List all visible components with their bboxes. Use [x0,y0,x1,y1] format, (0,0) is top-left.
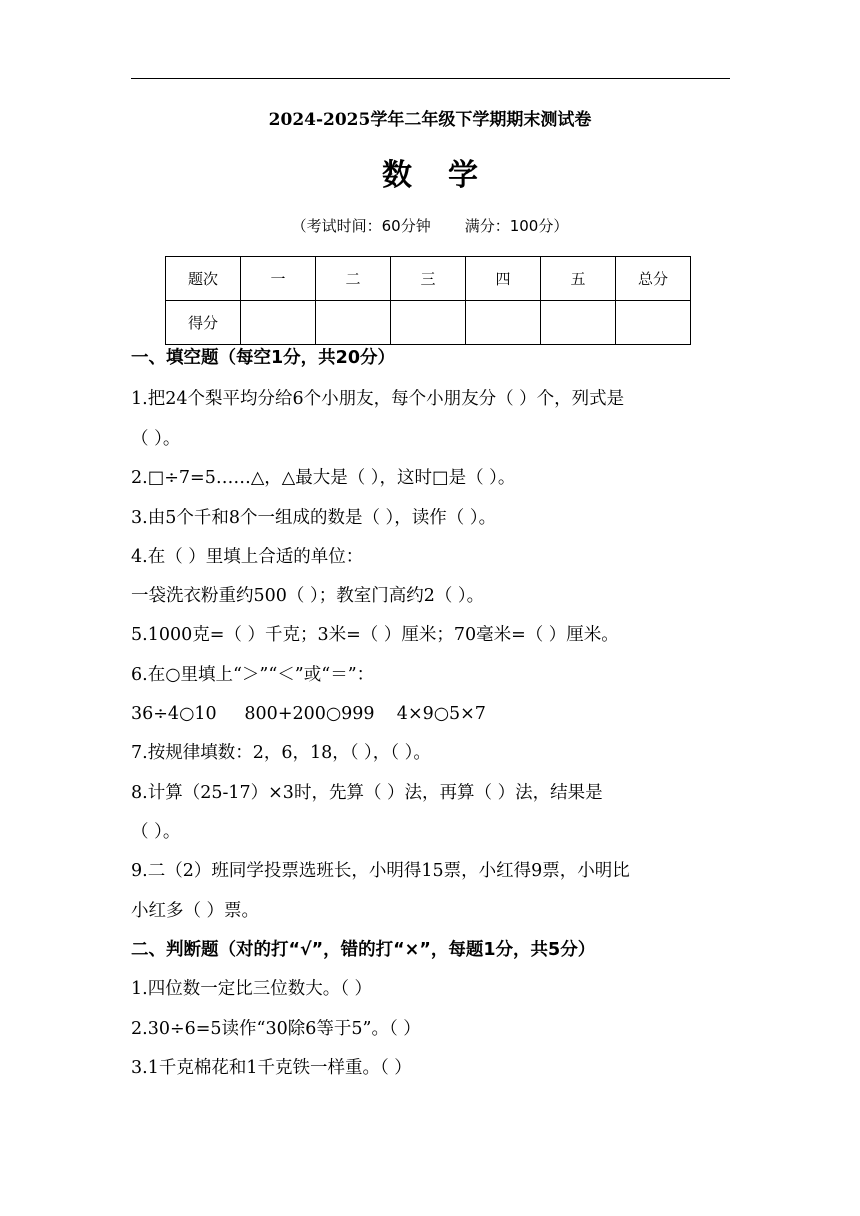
question-line: 2.□÷7=5……△，△最大是（ ），这时□是（ ）。 [131,468,516,488]
score-input-cell[interactable] [466,301,541,345]
score-cell: 二 [316,257,391,301]
exam-title: 2024-2025学年二年级下学期期末测试卷 [268,110,592,130]
score-table-header-row [166,257,691,301]
question-line: （ ）。 [131,822,181,842]
score-cell: 三 [391,257,466,301]
exam-full-score: 满分：100分） [464,217,569,235]
question-line: （ ）。 [131,429,181,449]
question-line: 3.1千克棉花和1千克铁一样重。（ ） [131,1058,412,1078]
score-cell: 得分 [166,301,241,345]
question-line: 4.在（ ）里填上合适的单位： [131,547,364,567]
question-line: 8.计算（25-17）×3时，先算（ ）法，再算（ ）法，结果是 [131,783,603,803]
exam-time: （考试时间：60分钟 [291,217,431,235]
question-line: 36÷4○10 800+200○999 4×9○5×7 [131,704,486,724]
score-table [165,256,691,345]
score-cell: 总分 [616,257,691,301]
subject-title: 数学 [382,158,514,193]
exam-info [0,215,860,236]
score-input-cell[interactable] [241,301,316,345]
question-line: 一袋洗衣粉重约500（ ）；教室门高约2（ ）。 [131,586,485,606]
score-input-cell[interactable] [316,301,391,345]
section-heading-true-false: 二、判断题（对的打“√”，错的打“×”，每题1分，共5分） [131,940,596,960]
question-line: 1.四位数一定比三位数大。（ ） [131,979,373,999]
score-input-cell[interactable] [541,301,616,345]
section-heading-fill-blank: 一、填空题（每空1分，共20分） [131,348,396,368]
question-line: 小红多（ ）票。 [131,901,260,921]
question-line: 5.1000克=（ ）千克；3米=（ ）厘米；70毫米=（ ）厘米。 [131,625,619,645]
score-table-score-row [166,301,691,345]
question-line: 3.由5个千和8个一组成的数是（ ），读作（ ）。 [131,508,497,528]
question-line: 1.把24个梨平均分给6个小朋友，每个小朋友分（ ）个，列式是 [131,389,625,409]
score-input-cell[interactable] [616,301,691,345]
score-cell: 五 [541,257,616,301]
question-line: 9.二（2）班同学投票选班长，小明得15票，小红得9票，小明比 [131,861,630,881]
score-cell: 四 [466,257,541,301]
question-line: 6.在○里填上“＞”“＜”或“＝”： [131,665,375,685]
score-cell: 题次 [166,257,241,301]
question-line: 7.按规律填数：2，6，18，（ ），（ ）。 [131,743,431,763]
question-line: 2.30÷6=5读作“30除6等于5”。（ ） [131,1019,421,1039]
score-input-cell[interactable] [391,301,466,345]
top-rule [131,78,730,79]
score-cell: 一 [241,257,316,301]
